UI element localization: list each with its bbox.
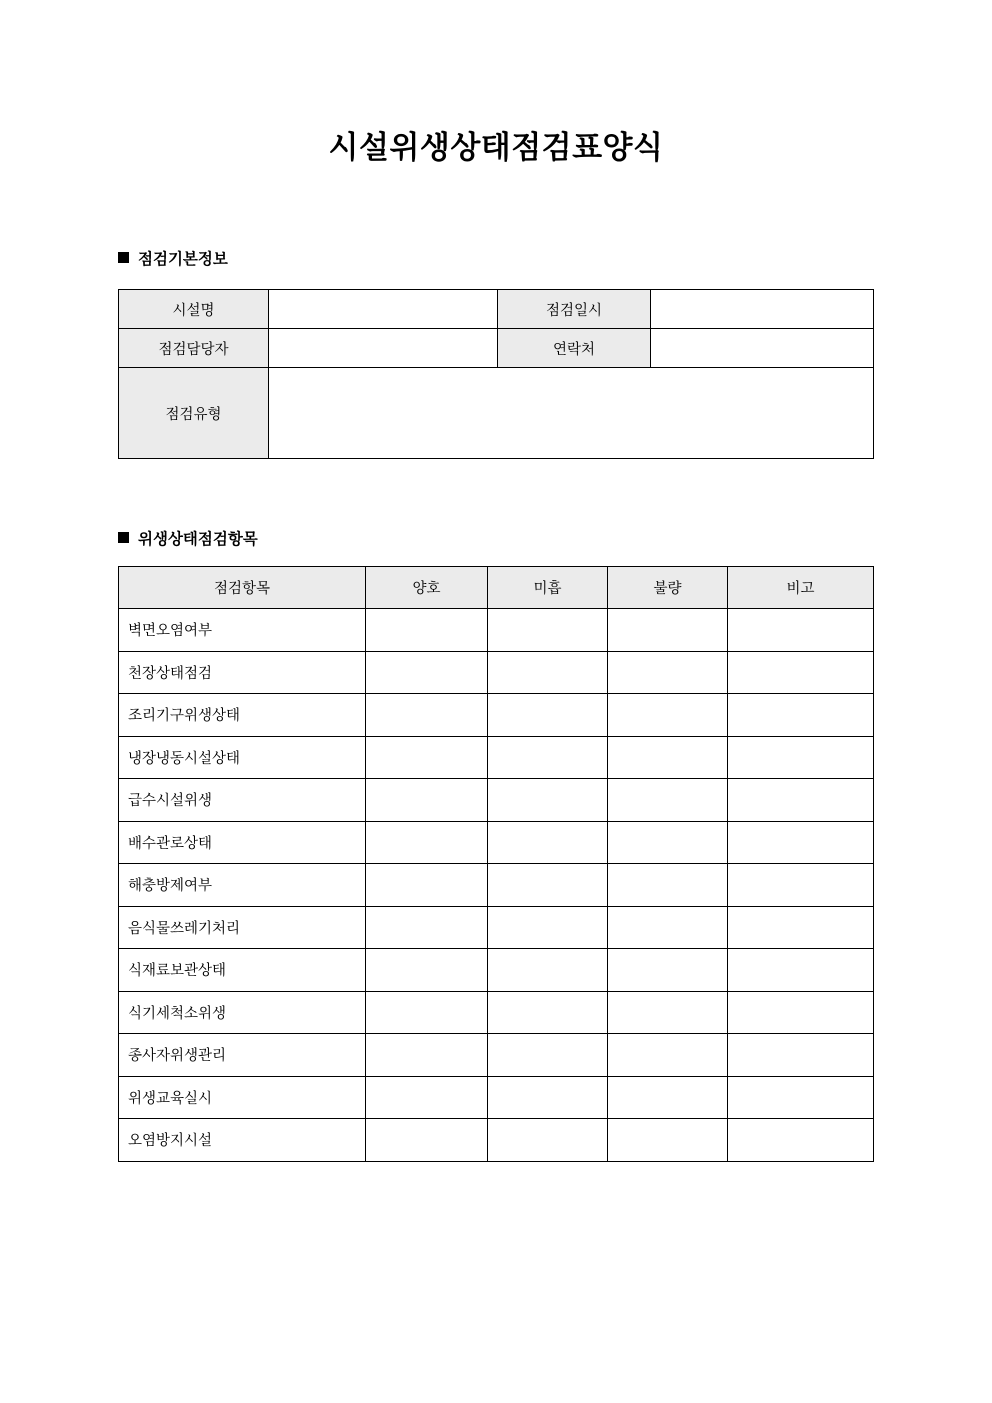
- note-cell[interactable]: [728, 736, 874, 779]
- checkbox-cell-good[interactable]: [366, 906, 488, 949]
- section-heading-basic-info: [118, 250, 228, 269]
- checkbox-cell-fair[interactable]: [488, 1034, 608, 1077]
- checklist-item-name: 오염방지시설: [119, 1119, 366, 1162]
- checkbox-cell-fair[interactable]: [488, 906, 608, 949]
- checkbox-cell-poor[interactable]: [608, 1034, 728, 1077]
- checklist-item-name: 식기세척소위생: [119, 991, 366, 1034]
- checkbox-cell-fair[interactable]: [488, 821, 608, 864]
- checkbox-cell-fair[interactable]: [488, 694, 608, 737]
- column-header-fair: 미흡: [488, 567, 608, 609]
- checkbox-cell-fair[interactable]: [488, 991, 608, 1034]
- table-row: [119, 368, 874, 459]
- checklist-item-name: 급수시설위생: [119, 779, 366, 822]
- inspection-type-label: 점검유형: [119, 368, 269, 459]
- checklist-item-name: 냉장냉동시설상태: [119, 736, 366, 779]
- checklist-item-name: 음식물쓰레기처리: [119, 906, 366, 949]
- section-heading-checklist-label: 위생상태점검항목: [138, 530, 258, 548]
- checkbox-cell-fair[interactable]: [488, 651, 608, 694]
- checklist-item-name: 해충방제여부: [119, 864, 366, 907]
- checkbox-cell-poor[interactable]: [608, 694, 728, 737]
- checkbox-cell-good[interactable]: [366, 1034, 488, 1077]
- note-cell[interactable]: [728, 609, 874, 652]
- checkbox-cell-good[interactable]: [366, 949, 488, 992]
- facility-name-label: 시설명: [119, 290, 269, 329]
- facility-name-field[interactable]: [269, 290, 498, 329]
- checklist-item-name: 배수관로상태: [119, 821, 366, 864]
- note-cell[interactable]: [728, 1034, 874, 1077]
- note-cell[interactable]: [728, 694, 874, 737]
- table-row: [119, 736, 874, 779]
- checklist-item-name: 식재료보관상태: [119, 949, 366, 992]
- inspection-type-field[interactable]: [269, 368, 874, 459]
- note-cell[interactable]: [728, 906, 874, 949]
- checkbox-cell-good[interactable]: [366, 1076, 488, 1119]
- inspector-field[interactable]: [269, 329, 498, 368]
- note-cell[interactable]: [728, 651, 874, 694]
- section-heading-checklist: [118, 530, 258, 549]
- checkbox-cell-good[interactable]: [366, 694, 488, 737]
- checkbox-cell-poor[interactable]: [608, 949, 728, 992]
- checklist-item-name: 조리기구위생상태: [119, 694, 366, 737]
- checkbox-cell-poor[interactable]: [608, 651, 728, 694]
- table-row: [119, 779, 874, 822]
- note-cell[interactable]: [728, 779, 874, 822]
- table-header-row: [119, 567, 874, 609]
- table-row: [119, 609, 874, 652]
- table-row: [119, 329, 874, 368]
- checklist-item-name: 천장상태점검: [119, 651, 366, 694]
- checkbox-cell-poor[interactable]: [608, 736, 728, 779]
- checkbox-cell-good[interactable]: [366, 864, 488, 907]
- note-cell[interactable]: [728, 949, 874, 992]
- checkbox-cell-fair[interactable]: [488, 864, 608, 907]
- checkbox-cell-poor[interactable]: [608, 991, 728, 1034]
- checkbox-cell-poor[interactable]: [608, 1119, 728, 1162]
- table-row: [119, 1119, 874, 1162]
- filled-square-bullet-icon: [118, 252, 129, 263]
- table-row: [119, 906, 874, 949]
- contact-label: 연락처: [498, 329, 651, 368]
- note-cell[interactable]: [728, 821, 874, 864]
- filled-square-bullet-icon: [118, 532, 129, 543]
- page-title: 시설위생상태점검표양식: [328, 130, 664, 166]
- note-cell[interactable]: [728, 1076, 874, 1119]
- checkbox-cell-good[interactable]: [366, 651, 488, 694]
- column-header-poor: 불량: [608, 567, 728, 609]
- table-row: [119, 694, 874, 737]
- checkbox-cell-fair[interactable]: [488, 736, 608, 779]
- checklist-item-name: 종사자위생관리: [119, 1034, 366, 1077]
- checkbox-cell-good[interactable]: [366, 736, 488, 779]
- checkbox-cell-fair[interactable]: [488, 779, 608, 822]
- checkbox-cell-fair[interactable]: [488, 949, 608, 992]
- checkbox-cell-fair[interactable]: [488, 609, 608, 652]
- checkbox-cell-good[interactable]: [366, 1119, 488, 1162]
- checklist-item-name: 위생교육실시: [119, 1076, 366, 1119]
- table-row: [119, 1034, 874, 1077]
- table-row: [119, 949, 874, 992]
- table-row: [119, 1076, 874, 1119]
- inspection-datetime-field[interactable]: [651, 290, 874, 329]
- checkbox-cell-fair[interactable]: [488, 1119, 608, 1162]
- checkbox-cell-fair[interactable]: [488, 1076, 608, 1119]
- checkbox-cell-good[interactable]: [366, 779, 488, 822]
- column-header-good: 양호: [366, 567, 488, 609]
- note-cell[interactable]: [728, 1119, 874, 1162]
- table-row: [119, 991, 874, 1034]
- checklist-item-name: 벽면오염여부: [119, 609, 366, 652]
- table-row: [119, 864, 874, 907]
- contact-field[interactable]: [651, 329, 874, 368]
- inspection-datetime-label: 점검일시: [498, 290, 651, 329]
- inspector-label: 점검담당자: [119, 329, 269, 368]
- table-row: [119, 290, 874, 329]
- table-row: [119, 651, 874, 694]
- note-cell[interactable]: [728, 864, 874, 907]
- note-cell[interactable]: [728, 991, 874, 1034]
- table-row: [119, 821, 874, 864]
- checkbox-cell-good[interactable]: [366, 991, 488, 1034]
- checkbox-cell-poor[interactable]: [608, 1076, 728, 1119]
- checkbox-cell-poor[interactable]: [608, 864, 728, 907]
- section-heading-basic-info-label: 점검기본정보: [138, 250, 228, 268]
- column-header-item: 점검항목: [119, 567, 366, 609]
- hygiene-checklist-table: [118, 566, 874, 1162]
- checkbox-cell-poor[interactable]: [608, 906, 728, 949]
- checkbox-cell-good[interactable]: [366, 609, 488, 652]
- basic-info-table: [118, 289, 874, 459]
- checkbox-cell-poor[interactable]: [608, 609, 728, 652]
- checkbox-cell-poor[interactable]: [608, 779, 728, 822]
- checkbox-cell-good[interactable]: [366, 821, 488, 864]
- checkbox-cell-poor[interactable]: [608, 821, 728, 864]
- column-header-note: 비고: [728, 567, 874, 609]
